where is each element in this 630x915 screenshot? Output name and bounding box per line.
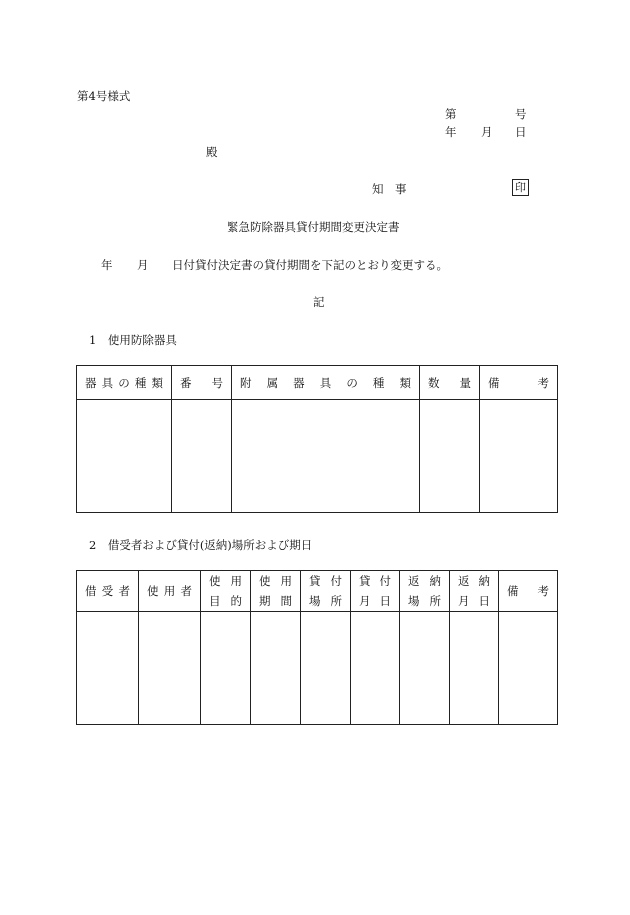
addressee-suffix: 殿 bbox=[206, 145, 218, 159]
column-header bbox=[450, 571, 499, 612]
header-label-line2: 期 間 bbox=[259, 594, 292, 608]
table-cell[interactable] bbox=[201, 612, 251, 725]
doc-number-prefix: 第 bbox=[445, 107, 457, 121]
column-header bbox=[139, 571, 201, 612]
header-label: 数 量 bbox=[428, 375, 471, 390]
column-header bbox=[301, 571, 351, 612]
seal-mark: 印 bbox=[512, 179, 529, 196]
header-label: 使 用 者 bbox=[147, 584, 192, 598]
header-label-line1: 返 納 bbox=[408, 574, 441, 588]
column-header bbox=[201, 571, 251, 612]
ki-heading: 記 bbox=[313, 295, 325, 309]
header-label: 備 考 bbox=[507, 584, 549, 598]
issuer-title-1: 知 bbox=[372, 182, 384, 196]
header-label-line2: 場 所 bbox=[309, 594, 342, 608]
section1-heading: 1 使用防除器具 bbox=[89, 333, 177, 347]
table-header-row bbox=[77, 571, 558, 612]
header-label: 備 考 bbox=[488, 375, 549, 390]
column-header bbox=[400, 571, 450, 612]
table-cell[interactable] bbox=[301, 612, 351, 725]
equipment-table bbox=[76, 365, 558, 513]
header-label-line2: 場 所 bbox=[408, 594, 441, 608]
header-label-line1: 貸 付 bbox=[309, 574, 342, 588]
header-label-line1: 返 納 bbox=[458, 574, 490, 588]
body-text: 日付貸付決定書の貸付期間を下記のとおり変更する。 bbox=[172, 258, 448, 272]
table-header-row bbox=[77, 366, 558, 400]
table-cell[interactable] bbox=[420, 400, 480, 513]
issuer-title-2: 事 bbox=[395, 182, 407, 196]
table-cell[interactable] bbox=[139, 612, 201, 725]
table-cell[interactable] bbox=[77, 612, 139, 725]
date-month: 月 bbox=[481, 125, 493, 139]
table-cell[interactable] bbox=[400, 612, 450, 725]
body-year: 年 bbox=[101, 258, 113, 272]
doc-number-suffix: 号 bbox=[515, 107, 527, 121]
column-header bbox=[480, 366, 558, 400]
borrower-table bbox=[76, 570, 558, 725]
column-header bbox=[499, 571, 558, 612]
table-cell[interactable] bbox=[77, 400, 172, 513]
column-header bbox=[351, 571, 400, 612]
header-label: 借 受 者 bbox=[85, 584, 130, 598]
header-label-line2: 月 日 bbox=[458, 594, 490, 608]
column-header bbox=[251, 571, 301, 612]
column-header bbox=[232, 366, 420, 400]
table-cell[interactable] bbox=[480, 400, 558, 513]
table-cell[interactable] bbox=[351, 612, 400, 725]
column-header bbox=[172, 366, 232, 400]
table-cell[interactable] bbox=[172, 400, 232, 513]
body-month: 月 bbox=[137, 258, 149, 272]
table-row bbox=[77, 400, 558, 513]
header-label-line1: 使 用 bbox=[209, 574, 242, 588]
header-label: 附 属 器 具 の 種 類 bbox=[240, 375, 411, 390]
table-cell[interactable] bbox=[232, 400, 420, 513]
header-label: 器 具 の 種 類 bbox=[85, 375, 163, 390]
section2-heading: 2 借受者および貸付(返納)場所および期日 bbox=[89, 538, 313, 552]
form-number: 第4号様式 bbox=[77, 89, 131, 103]
document-title: 緊急防除器具貸付期間変更決定書 bbox=[227, 220, 400, 234]
date-year: 年 bbox=[445, 125, 457, 139]
table-cell[interactable] bbox=[450, 612, 499, 725]
table-cell[interactable] bbox=[251, 612, 301, 725]
column-header bbox=[77, 571, 139, 612]
table-row bbox=[77, 612, 558, 725]
table-cell[interactable] bbox=[499, 612, 558, 725]
header-label: 番 号 bbox=[180, 375, 223, 390]
header-label-line1: 使 用 bbox=[259, 574, 292, 588]
column-header bbox=[77, 366, 172, 400]
date-day: 日 bbox=[515, 125, 527, 139]
header-label-line2: 目 的 bbox=[209, 594, 242, 608]
header-label-line1: 貸 付 bbox=[359, 574, 391, 588]
header-label-line2: 月 日 bbox=[359, 594, 391, 608]
column-header bbox=[420, 366, 480, 400]
